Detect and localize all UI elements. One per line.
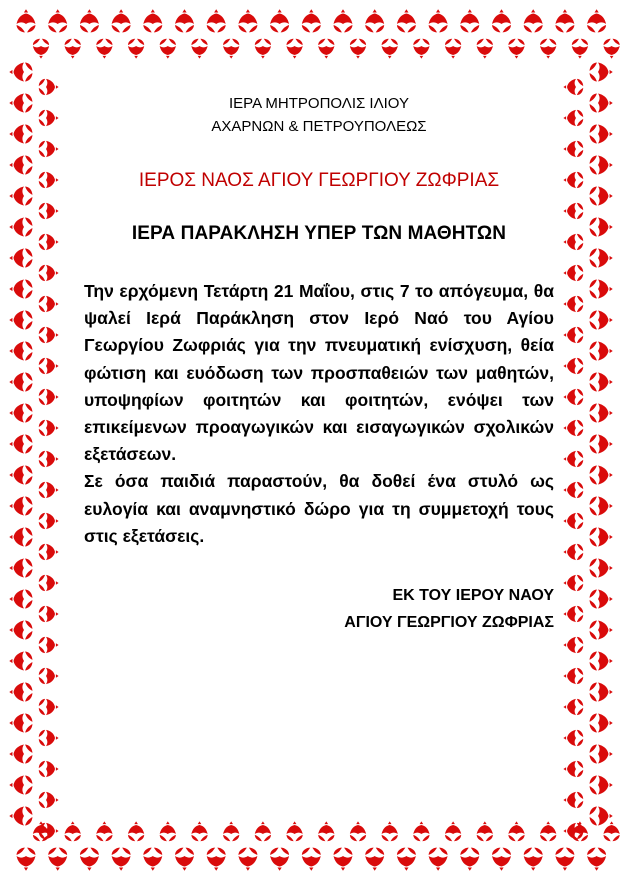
border-flower-icon: [287, 821, 303, 841]
border-flower-icon: [223, 39, 239, 59]
document-title: ΙΕΡΑ ΠΑΡΑΚΛΗΣΗ ΥΠΕΡ ΤΩΝ ΜΑΘΗΤΩΝ: [131, 223, 507, 244]
border-flower-icon: [445, 39, 461, 59]
border-flower-icon: [397, 9, 416, 32]
border-flower-icon: [191, 821, 207, 841]
border-flower-icon: [563, 513, 583, 529]
border-flower-icon: [590, 652, 613, 671]
border-flower-icon: [524, 848, 543, 871]
border-flower-icon: [590, 497, 613, 516]
border-flower-icon: [9, 776, 32, 795]
border-flower-icon: [39, 389, 59, 405]
border-flower-icon: [39, 327, 59, 343]
border-flower-icon: [9, 528, 32, 547]
border-flower-icon: [17, 848, 36, 871]
church-name: ΙΕΡΟΣ ΝΑΟΣ ΑΓΙΟΥ ΓΕΩΡΓΙΟΥ ΖΩΦΡΙΑΣ: [138, 170, 500, 191]
border-flower-icon: [39, 513, 59, 529]
border-flower-icon: [9, 714, 32, 733]
border-flower-icon: [160, 39, 176, 59]
border-flower-icon: [39, 544, 59, 560]
border-flower-icon: [39, 482, 59, 498]
border-flower-icon: [590, 776, 613, 795]
border-flower-icon: [492, 9, 511, 32]
border-flower-icon: [207, 848, 226, 871]
border-flower-icon: [39, 265, 59, 281]
border-flower-icon: [9, 156, 32, 175]
border-flower-icon: [508, 821, 524, 841]
border-flower-icon: [397, 848, 416, 871]
border-flower-icon: [563, 172, 583, 188]
border-flower-icon: [563, 358, 583, 374]
metropolis-header: [84, 92, 554, 138]
border-flower-icon: [429, 848, 448, 871]
border-flower-icon: [590, 94, 613, 113]
border-flower-icon: [9, 311, 32, 330]
border-flower-icon: [382, 821, 398, 841]
border-flower-icon: [590, 807, 613, 826]
border-flower-icon: [287, 39, 303, 59]
border-flower-icon: [540, 821, 556, 841]
border-flower-icon: [238, 848, 257, 871]
border-flower-icon: [563, 792, 583, 808]
border-flower-icon: [318, 39, 334, 59]
border-flower-icon: [563, 141, 583, 157]
signature-block: [84, 582, 554, 636]
border-flower-icon: [39, 420, 59, 436]
border-flower-icon: [175, 9, 194, 32]
border-flower-icon: [590, 218, 613, 237]
border-flower-icon: [572, 39, 588, 59]
border-flower-icon: [590, 745, 613, 764]
border-flower-icon: [9, 497, 32, 516]
border-flower-icon: [563, 730, 583, 746]
border-flower-icon: [9, 342, 32, 361]
border-flower-icon: [590, 187, 613, 206]
border-flower-icon: [39, 172, 59, 188]
border-flower-icon: [9, 435, 32, 454]
border-flower-icon: [563, 234, 583, 250]
border-flower-icon: [350, 821, 366, 841]
border-flower-icon: [9, 63, 32, 82]
border-flower-icon: [9, 218, 32, 237]
border-flower-icon: [223, 821, 239, 841]
border-flower-icon: [318, 821, 334, 841]
border-flower-icon: [590, 590, 613, 609]
border-flower-icon: [590, 714, 613, 733]
border-flower-icon: [590, 373, 613, 392]
border-flower-icon: [65, 39, 81, 59]
border-flower-icon: [80, 9, 99, 32]
border-flower-icon: [80, 848, 99, 871]
border-flower-icon: [96, 39, 112, 59]
border-flower-icon: [9, 404, 32, 423]
border-flower-icon: [540, 39, 556, 59]
border-flower-icon: [255, 821, 271, 841]
border-flower-icon: [9, 373, 32, 392]
flyer-content: [84, 92, 554, 636]
border-flower-icon: [96, 821, 112, 841]
border-flower-icon: [39, 606, 59, 622]
border-flower-icon: [563, 637, 583, 653]
border-flower-icon: [39, 451, 59, 467]
border-flower-icon: [590, 559, 613, 578]
metropolis-line-2: ΑΧΑΡΝΩΝ & ΠΕΤΡΟΥΠΟΛΕΩΣ: [211, 118, 427, 135]
border-flower-icon: [563, 79, 583, 95]
paragraph-1: Την ερχόμενη Τετάρτη 21 Μαΐου, στις 7 το απόγευμα, θα ψαλεί Ιερά Παράκληση στον Ιερό Ναό του Αγίου Γεωργίου Ζωφριάς για την πνευματική ενίσχυση, θεία φώτιση και ευόδωση των προσπαθειών των μαθητών, υποψηφίων φοιτητών και φοιτητών, ενόψει των επικείμενων προαγωγικών και εισαγωγικών σχολικών εξετάσεων.: [84, 281, 554, 465]
border-flower-icon: [39, 203, 59, 219]
border-flower-icon: [9, 807, 32, 826]
border-flower-icon: [143, 848, 162, 871]
border-flower-icon: [555, 9, 574, 32]
border-flower-icon: [590, 249, 613, 268]
border-flower-icon: [270, 9, 289, 32]
border-flower-icon: [590, 683, 613, 702]
border-flower-icon: [112, 848, 131, 871]
border-flower-icon: [39, 358, 59, 374]
border-flower-icon: [143, 9, 162, 32]
border-flower-icon: [65, 821, 81, 841]
border-flower-icon: [563, 327, 583, 343]
border-flower-icon: [39, 792, 59, 808]
border-flower-icon: [302, 848, 321, 871]
border-flower-icon: [302, 9, 321, 32]
border-flower-icon: [334, 9, 353, 32]
border-flower-icon: [590, 125, 613, 144]
border-flower-icon: [460, 848, 479, 871]
border-flower-icon: [563, 265, 583, 281]
border-flower-icon: [39, 296, 59, 312]
border-flower-icon: [587, 9, 606, 32]
paragraph-2: Σε όσα παιδιά παραστούν, θα δοθεί ένα στυλό ως ευλογία και αναμνηστικό δώρο για τη συμμετοχή τους στις εξετάσεις.: [84, 471, 554, 546]
border-flower-icon: [590, 404, 613, 423]
border-flower-icon: [460, 9, 479, 32]
border-flower-icon: [9, 559, 32, 578]
border-flower-icon: [9, 745, 32, 764]
border-flower-icon: [39, 730, 59, 746]
border-flower-icon: [365, 848, 384, 871]
border-flower-icon: [33, 39, 49, 59]
border-flower-icon: [39, 79, 59, 95]
border-flower-icon: [590, 342, 613, 361]
border-flower-icon: [477, 821, 493, 841]
border-flower-icon: [413, 821, 429, 841]
border-flower-icon: [39, 234, 59, 250]
border-flower-icon: [9, 94, 32, 113]
border-flower-icon: [9, 621, 32, 640]
border-flower-icon: [17, 9, 36, 32]
border-flower-icon: [563, 389, 583, 405]
border-flower-icon: [9, 652, 32, 671]
border-flower-icon: [9, 466, 32, 485]
border-flower-icon: [604, 39, 620, 59]
signature-line-2: ΑΓΙΟΥ ΓΕΩΡΓΙΟΥ ΖΩΦΡΙΑΣ: [344, 614, 554, 632]
border-flower-icon: [413, 39, 429, 59]
border-flower-icon: [587, 848, 606, 871]
announcement-body: [84, 278, 554, 550]
border-flower-icon: [350, 39, 366, 59]
border-flower-icon: [477, 39, 493, 59]
border-flower-icon: [175, 848, 194, 871]
border-flower-icon: [39, 668, 59, 684]
border-flower-icon: [508, 39, 524, 59]
border-flower-icon: [590, 435, 613, 454]
border-flower-icon: [563, 699, 583, 715]
border-flower-icon: [492, 848, 511, 871]
border-flower-icon: [238, 9, 257, 32]
border-flower-icon: [563, 482, 583, 498]
border-flower-icon: [9, 249, 32, 268]
signature-line-1: ΕΚ ΤΟΥ ΙΕΡΟΥ ΝΑΟΥ: [392, 587, 554, 605]
border-flower-icon: [128, 39, 144, 59]
border-flower-icon: [590, 156, 613, 175]
border-flower-icon: [9, 280, 32, 299]
border-flower-icon: [563, 668, 583, 684]
border-flower-icon: [112, 9, 131, 32]
border-flower-icon: [365, 9, 384, 32]
border-flower-icon: [207, 9, 226, 32]
border-flower-icon: [590, 280, 613, 299]
border-flower-icon: [563, 606, 583, 622]
border-flower-icon: [39, 575, 59, 591]
border-flower-icon: [563, 544, 583, 560]
border-flower-icon: [563, 296, 583, 312]
border-flower-icon: [563, 575, 583, 591]
border-flower-icon: [590, 621, 613, 640]
border-flower-icon: [39, 761, 59, 777]
border-flower-icon: [48, 848, 67, 871]
border-flower-icon: [590, 311, 613, 330]
border-flower-icon: [563, 451, 583, 467]
border-flower-icon: [563, 110, 583, 126]
metropolis-line-1: ΙΕΡΑ ΜΗΤΡΟΠΟΛΙΣ ΙΛΙΟΥ: [229, 95, 409, 112]
border-flower-icon: [590, 466, 613, 485]
border-flower-icon: [9, 125, 32, 144]
border-flower-icon: [9, 590, 32, 609]
border-flower-icon: [39, 699, 59, 715]
border-flower-icon: [429, 9, 448, 32]
border-flower-icon: [590, 528, 613, 547]
border-flower-icon: [563, 203, 583, 219]
border-flower-icon: [555, 848, 574, 871]
border-flower-icon: [191, 39, 207, 59]
border-flower-icon: [255, 39, 271, 59]
border-flower-icon: [590, 63, 613, 82]
border-flower-icon: [445, 821, 461, 841]
border-flower-icon: [563, 761, 583, 777]
border-flower-icon: [563, 420, 583, 436]
border-flower-icon: [39, 141, 59, 157]
border-flower-icon: [9, 187, 32, 206]
border-flower-icon: [334, 848, 353, 871]
border-flower-icon: [382, 39, 398, 59]
border-flower-icon: [160, 821, 176, 841]
border-flower-icon: [524, 9, 543, 32]
border-flower-icon: [270, 848, 289, 871]
border-flower-icon: [128, 821, 144, 841]
border-flower-icon: [39, 110, 59, 126]
border-flower-icon: [48, 9, 67, 32]
border-flower-icon: [604, 821, 620, 841]
border-flower-icon: [9, 683, 32, 702]
border-flower-icon: [39, 637, 59, 653]
